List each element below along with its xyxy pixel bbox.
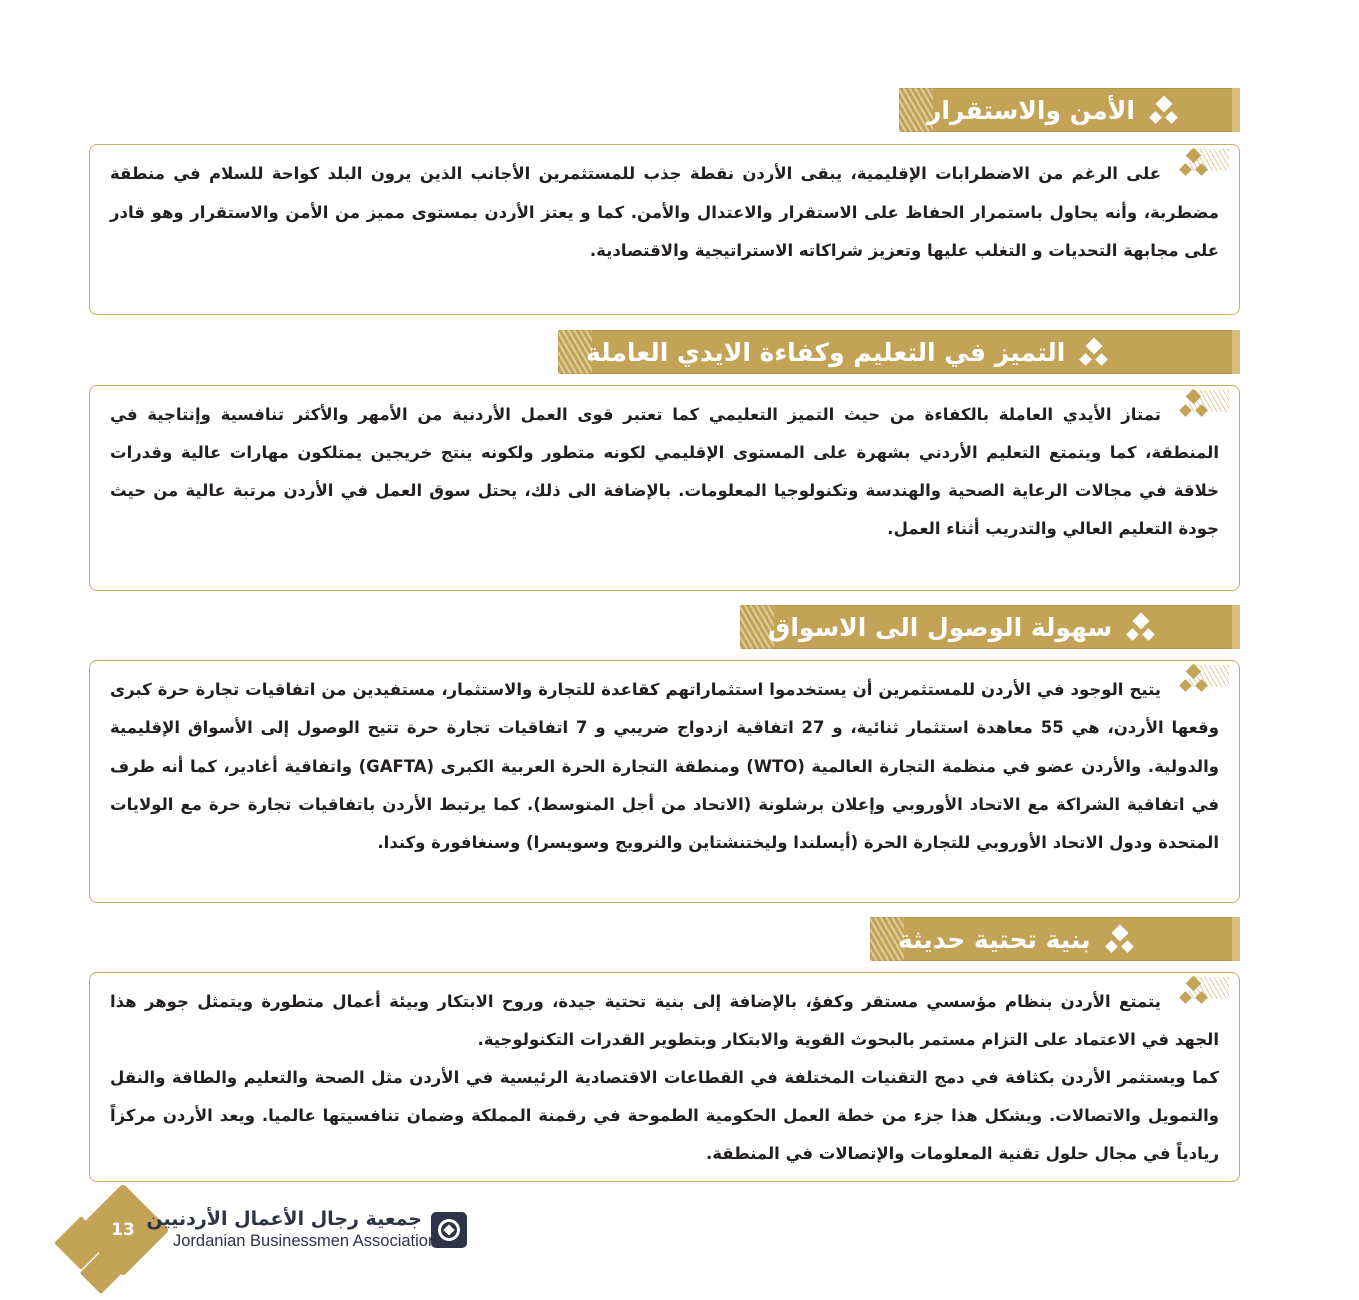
- section-paragraph: يتيح الوجود في الأردن للمستثمرين أن يستخدموا استثماراتهم كقاعدة للتجارة والاستثمار، مستفيدين من اتفاقيات تجارة حرة كبرى وقعها الأردن، هي 55 معاهدة استثمار ثنائية، و 27 اتفاقية ازدواج ضريبي و 7 اتفاقيات تجارة حرة تتيح الوصول إلى الأسواق الإقليمية والدولية. والأردن عضو في منظمة التجارة العالمية (WTO) ومنطقة التجارة الحرة العربية الكبرى (GAFTA) واتفاقية أغادير، كما أنه طرف في اتفاقية الشراكة مع الاتحاد الأوروبي وإعلان برشلونة (الاتحاد من أجل المتوسط). كما يرتبط الأردن باتفاقيات تجارة حرة مع الولايات المتحدة ودول الاتحاد الأوروبي للتجارة الحرة (أيسلندا وليختنشتاين والنرويج وسويسرا) وسنغافورة وكندا.: [110, 680, 1219, 853]
- diamond-bullet-icon: [1105, 924, 1135, 954]
- section-body-infrastructure: [89, 972, 1240, 1182]
- section-title: بنية تحتية حديثة: [898, 924, 1091, 954]
- page-number: 13: [111, 1220, 135, 1240]
- section-header-education: [558, 330, 1240, 374]
- association-name-english: Jordanian Businessmen Association: [173, 1232, 438, 1250]
- section-paragraph: يتمتع الأردن بنظام مؤسسي مستقر وكفؤ، بالإضافة إلى بنية تحتية جيدة، وروح الابتكار وبيئة أعمال متطورة ويتمثل جوهر هذا الجهد في الاعتماد على التزام مستمر بالبحوث القوية والابتكار وبتطوير القدرات التكنولوجية.: [110, 992, 1219, 1049]
- section-paragraph: على الرغم من الاضطرابات الإقليمية، يبقى الأردن نقطة جذب للمستثمرين الأجانب الذين يرون البلد كواحة للسلام في منطقة مضطربة، وأنه يحاول باستمرار الحفاظ على الاستقرار والاعتدال والأمن. كما و يعتز الأردن بمستوى مميز من الأمن والاستقرار وهو قادر على مجابهة التحديات و التغلب عليها وتعزيز شراكاته الاستراتيجية والاقتصادية.: [110, 164, 1219, 260]
- section-body-markets: [89, 660, 1240, 903]
- diamond-bullet-icon: [1149, 95, 1179, 125]
- section-title: سهولة الوصول الى الاسواق: [768, 612, 1113, 642]
- diamond-bullet-icon: [1079, 337, 1109, 367]
- section-paragraph: تمتاز الأيدي العاملة بالكفاءة من حيث التميز التعليمي كما تعتبر قوى العمل الأردنية من الأمهر والأكثر تنافسية وإنتاجية في المنطقة، كما ويتمتع التعليم الأردني بشهرة على المستوى الإقليمي لكونه متطور ولكونه ينتج خريجين يمتلكون مهارات عالية وقدرات خلاقة في مجالات الرعاية الصحية والهندسة وتكنولوجيا المعلومات. بالإضافة الى ذلك، يحتل سوق العمل في الأردن مرتبة عالية من حيث جودة التعليم العالي والتدريب أثناء العمل.: [110, 405, 1219, 538]
- section-paragraph: كما ويستثمر الأردن بكثافة في دمج التقنيات المختلفة في القطاعات الاقتصادية الرئيسية في الأردن مثل الصحة والتعليم والطاقة والنقل والتمويل والاتصالات. ويشكل هذا جزء من خطة العمل الحكومية الطموحة في رقمنة المملكة وضمان تنافسيتها عالميا. ويعد الأردن مركزاً ريادياً في مجال حلول تقنية المعلومات والإتصالات في المنطقة.: [110, 1068, 1219, 1163]
- section-header-infrastructure: [870, 917, 1240, 961]
- section-header-security: [899, 88, 1240, 132]
- section-header-markets: [740, 605, 1240, 649]
- section-title: الأمن والاستقرار: [927, 95, 1135, 125]
- association-name-arabic: جمعية رجال الأعمال الأردنيين: [146, 1208, 422, 1230]
- section-body-security: [89, 144, 1240, 315]
- section-body-education: [89, 385, 1240, 591]
- section-title: التميز في التعليم وكفاءة الايدي العاملة: [586, 337, 1066, 367]
- diamond-bullet-icon: [1126, 612, 1156, 642]
